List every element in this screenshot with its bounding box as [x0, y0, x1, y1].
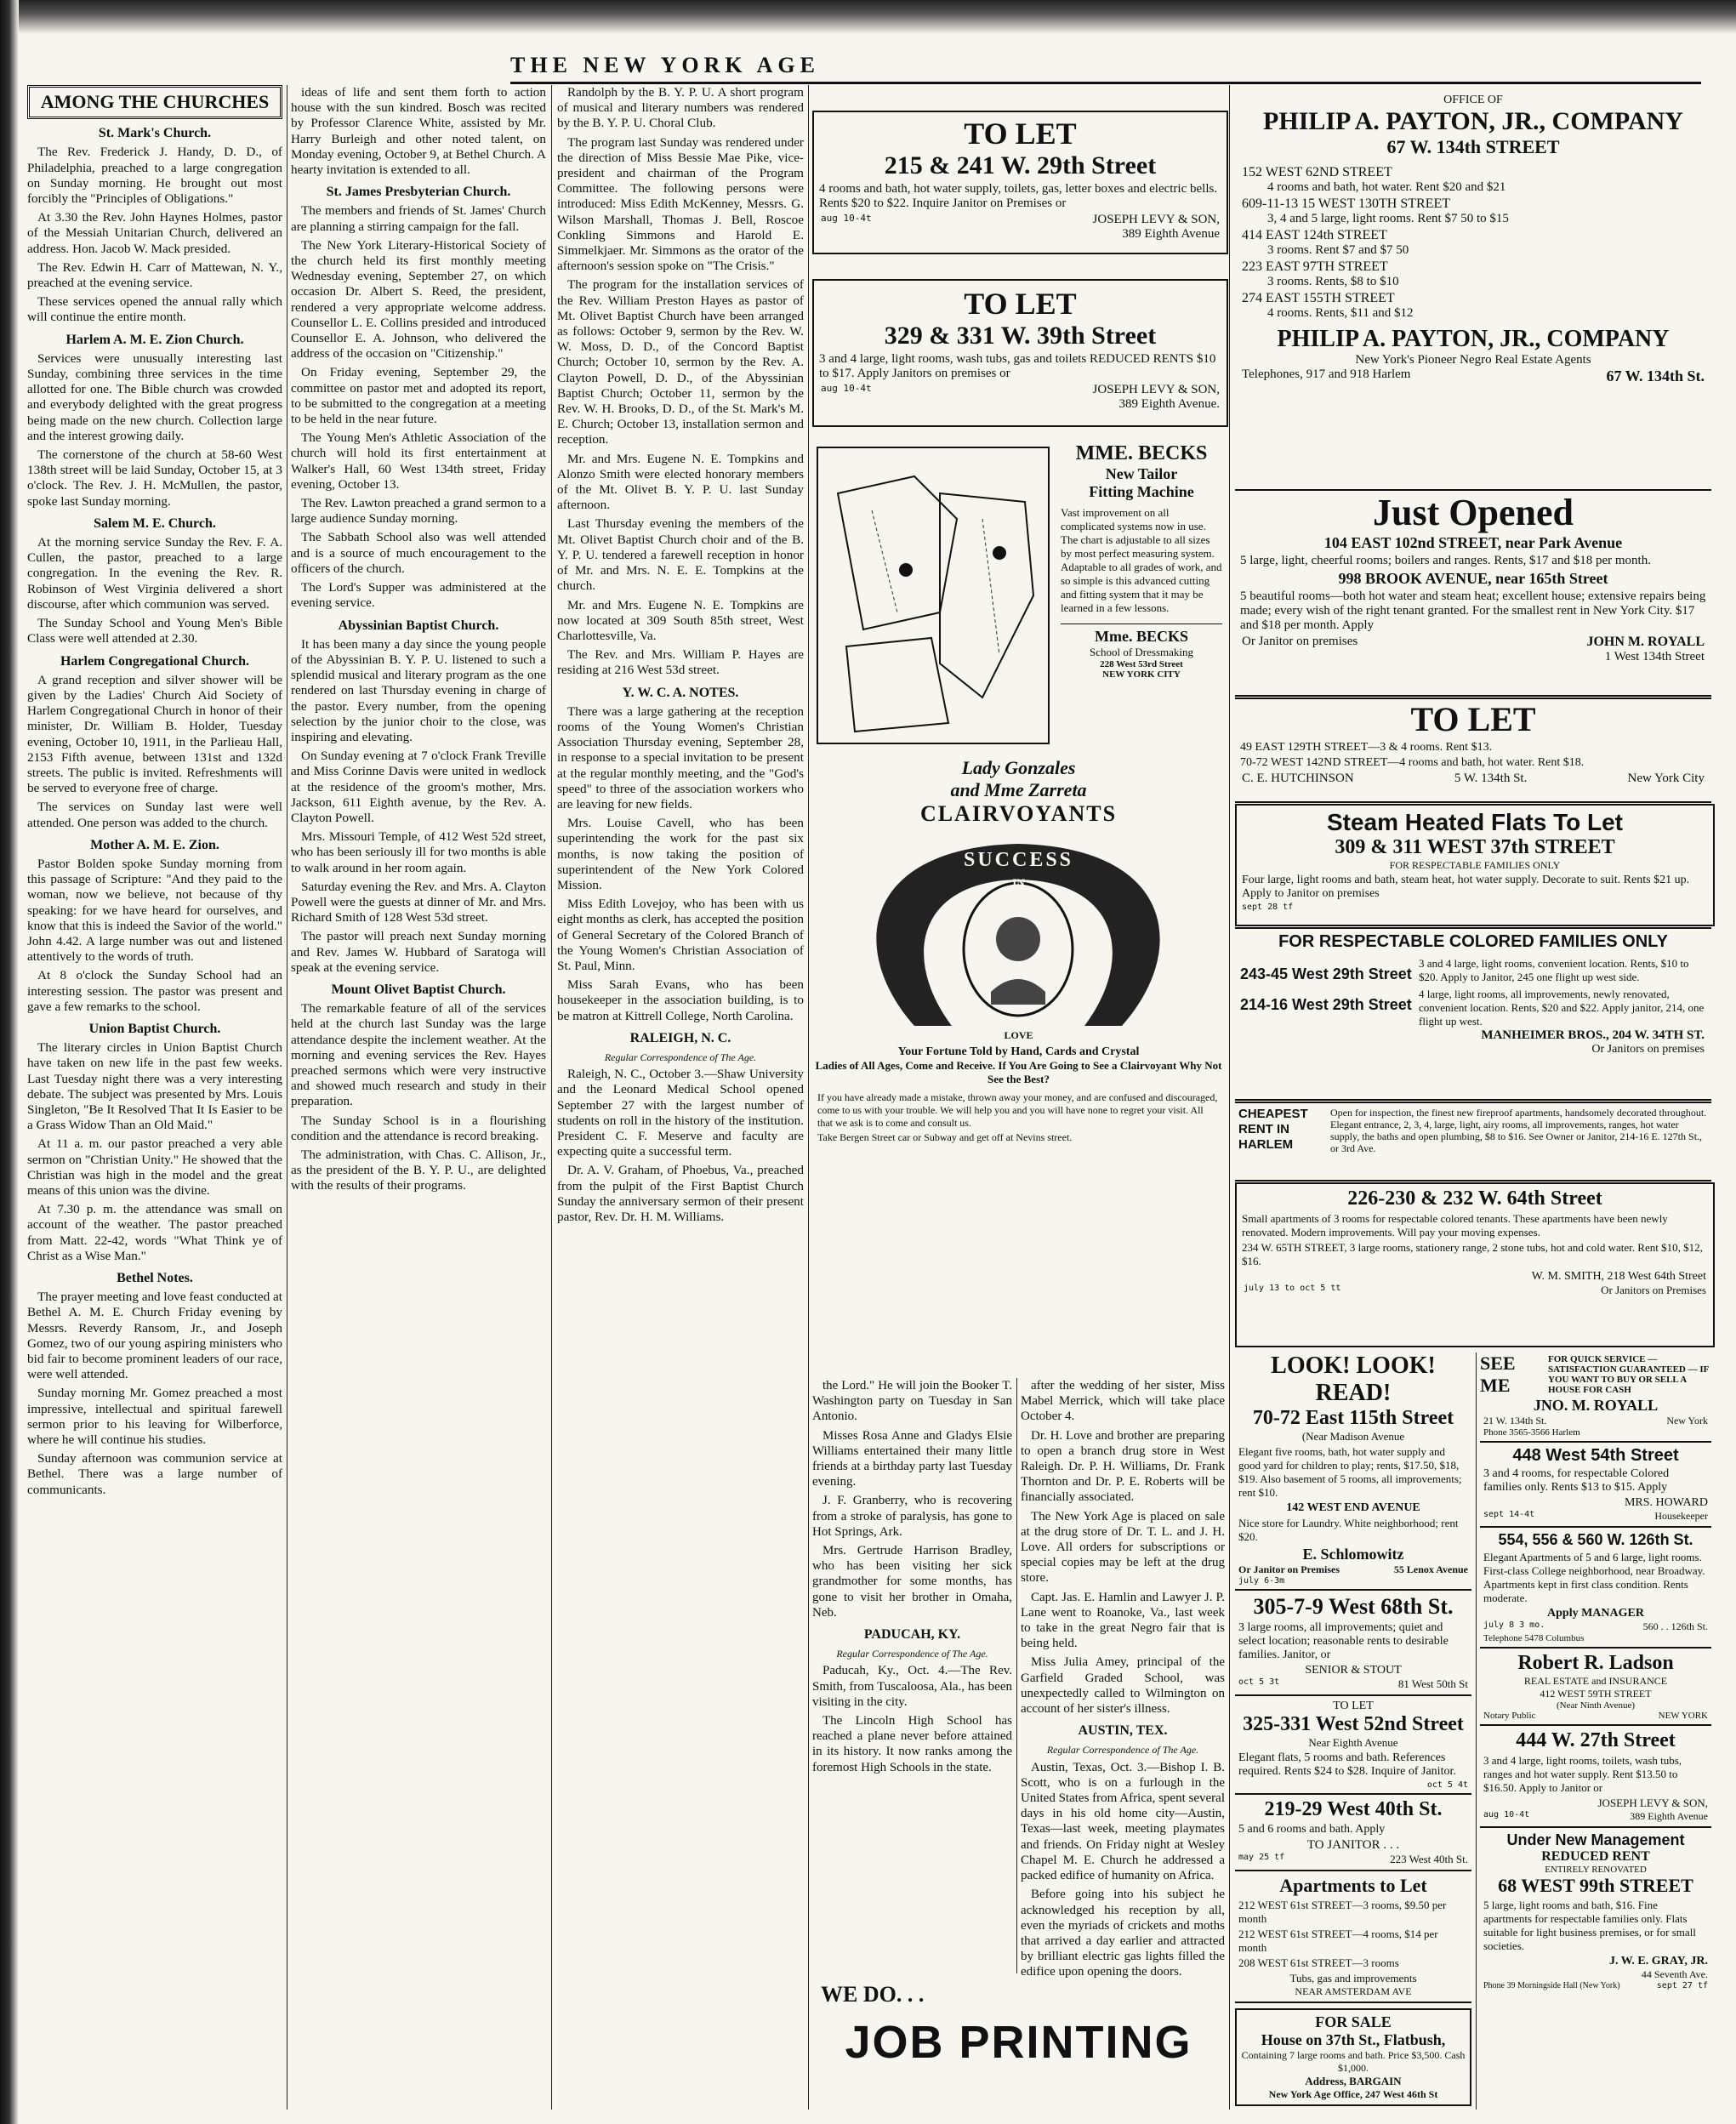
ad-code: sept 27 tf: [1656, 1981, 1708, 1990]
payton-listing: [1242, 259, 1705, 289]
column-rule: [1016, 1378, 1017, 1973]
ad-address: 67 W. 134th St.: [1606, 367, 1705, 384]
ad-body: Containing 7 large rooms and bath. Price $3,500. Cash $1,000.: [1241, 2049, 1466, 2074]
ad-respectable-families: [1235, 927, 1711, 1101]
ad-body: 3 and 4 large, light rooms, toilets, wash tubs, ranges and hot water supply. Rent $13.50 to $16.50. Apply to Janitor or: [1483, 1754, 1682, 1794]
paragraph: The Lincoln High School has reached a plane never before attained in its history. It now ranks among the foremost High Schools in the state.: [812, 1714, 1012, 1774]
ad-agent-address: 81 West 50th St: [1397, 1677, 1468, 1690]
ad-address: 998 BROOK AVENUE, near 165th Street: [1338, 570, 1608, 587]
paragraph: Raleigh, N. C., October 3.—Shaw University and the Leonard Medical School opened September 27 with the largest number of students on roll in the history of the institution. President C. F. Meserve and faculty are expecting quite a successful term.: [557, 1067, 804, 1159]
paragraph: The pastor will preach next Sunday morning and Rev. James W. Hubbard of Saratoga will speak at the evening service.: [291, 929, 546, 975]
ad-title: 226-230 & 232 W. 64th Street: [1347, 1187, 1602, 1210]
ad-agent: W. M. SMITH, 218 West 64th Street: [1531, 1270, 1706, 1283]
paragraph: On Sunday evening at 7 o'clock Frank Treville and Miss Corinne Davis were united in wedlock at the residence of the groom's mother, Mrs. Jackson, 611 Eighth avenue, by the Rev. A. Clayton Powell.: [291, 749, 546, 825]
article-title: Mother A. M. E. Zion.: [90, 837, 219, 852]
listing-address: 274 EAST 155TH STREET: [1242, 291, 1395, 305]
ad-code: oct 5 4t: [1426, 1780, 1468, 1790]
paragraph: Sunday morning Mr. Gomez preached a most impressive, intellectual and spiritual farewell sermon prior to his leaving for Wilberforce, where he will continue his studies.: [27, 1386, 282, 1448]
payton-listing: [1242, 228, 1705, 258]
ad-title: MME. BECKS: [1075, 442, 1208, 464]
ad-code: sept 28 tf: [1242, 903, 1294, 912]
paragraph: Paducah, Ky., Oct. 4.—The Rev. Smith, from Tuscaloosa, Ala., has been visiting in the city.: [812, 1664, 1012, 1709]
ad-body: 5 large, light rooms and bath, $16. Fine apartments for respectable families only. Flats suitable for light business premises, or for small societies.: [1483, 1899, 1696, 1952]
ad-address: 67 W. 134th STREET: [1386, 136, 1560, 157]
article-title: Abyssinian Baptist Church.: [338, 618, 499, 633]
ad-body: Tubs, gas and improvements: [1289, 1972, 1417, 1984]
ad-clairvoyants: [812, 757, 1225, 1369]
ad-address: 70-72 East 115th Street: [1252, 1407, 1454, 1429]
ad-janitor: Or Janitor on premises: [1242, 635, 1358, 648]
ad-role: REAL ESTATE and INSURANCE: [1523, 1675, 1668, 1687]
ad-phone: Phone 3565-3566 Harlem: [1483, 1427, 1580, 1438]
paragraph: Sunday afternoon was communion service at Bethel. There was a large number of communicants.: [27, 1451, 282, 1497]
section-header: AMONG THE CHURCHES: [27, 85, 282, 119]
ad-code: may 25 tf: [1238, 1853, 1285, 1862]
ad-phone: Phone 39 Morningside Hall (New York): [1483, 1981, 1620, 1990]
ad-address: 142 WEST END AVENUE: [1286, 1501, 1420, 1514]
article-title: PADUCAH, KY.: [863, 1627, 961, 1643]
listing-address: 152 WEST 62ND STREET: [1242, 165, 1392, 179]
ad-agent-address: 5 W. 134th St.: [1454, 772, 1528, 785]
column-news-4: [812, 1378, 1012, 1965]
paragraph: after the wedding of her sister, Miss Mabel Merrick, which will take place October 4.: [1021, 1379, 1225, 1424]
ad-listing: 234 W. 65TH STREET, 3 large rooms, stationery range, 2 stone tubs, hot and cold water. Rent $10, $12, $16.: [1242, 1241, 1703, 1267]
ad-apartments: [1235, 1871, 1471, 2003]
ad-school: School of Dressmaking: [1089, 646, 1194, 658]
ad-agent-address: 1 West 134th Street: [1604, 650, 1705, 663]
paragraph: The program last Sunday was rendered under the direction of Miss Bessie Mae Pike, vice-president and chairman of the Program Committee. The following persons were introduced: Miss Edith McKenney, Messrs. G. Wilson Marshall, Thomas J. Bell, Roscoe Conkling Simmons and Harold E. Simmelkjaer. Mr. Simmons as the orator of the afternoon's session spoke on "The Crisis.": [557, 134, 804, 274]
ad-agent: SENIOR & STOUT: [1305, 1664, 1402, 1677]
ad-w27th: [1480, 1726, 1711, 1828]
ad-address: 21 W. 134th St.: [1483, 1415, 1547, 1426]
ad-body: 3 and 4 large, light rooms, wash tubs, gas and toilets REDUCED RENTS $10 to $17. Apply Janitors on premises or: [819, 352, 1216, 380]
ad-near: NEAR AMSTERDAM AVE: [1295, 1985, 1412, 1997]
ad-agent: Apply MANAGER: [1547, 1607, 1644, 1620]
article-title: Harlem A. M. E. Zion Church.: [65, 332, 244, 347]
scan-edge-top: [0, 0, 1736, 34]
ad-body: 3 and 4 rooms, for respectable Colored families only. Rents $13 to $15. Apply: [1483, 1467, 1670, 1494]
ad-agent: JOSEPH LEVY & SON,: [1597, 1797, 1708, 1809]
paragraph: Randolph by the B. Y. P. U. A short program of musical and literary numbers was rendered by the B. Y. P. U. Choral Club.: [557, 85, 804, 131]
paragraph: The New York Literary-Historical Society of the church held its first monthly meeting Wednesday evening, September 27, on which occasion Dr. Albert S. Reed, the president, rendered a very appropriate welcome address. Counsellor L. E. Collins presided and introduced Counsellor E. A. Johnson, who delivered the address of the occasion on "Citizenship.": [291, 237, 546, 362]
listing-address: 223 EAST 97TH STREET: [1242, 259, 1388, 274]
ad-role: Housekeeper: [1654, 1510, 1708, 1522]
ad-title: CLAIRVOYANTS: [919, 801, 1118, 826]
ad-code: july 13 to oct 5 tt: [1244, 1284, 1341, 1293]
ads-lower-left: [1235, 1352, 1471, 2110]
ad-city: NEW YORK CITY: [1102, 669, 1181, 680]
horseshoe-love-text: LOVE: [1004, 1029, 1033, 1041]
ad-body: Elegant Apartments of 5 and 6 large, light rooms. First-class College neighborhood, near Broadway. Apartments kept in first class condition. Rents moderate.: [1483, 1551, 1705, 1604]
ad-title: TO LET: [1410, 700, 1536, 738]
ad-janitor: Or Janitor on Premises: [1238, 1563, 1340, 1575]
paragraph: The services on Sunday last were well attended. One person was added to the church.: [27, 800, 282, 830]
paragraph: Services were unusually interesting last Sunday, combining three services in the time allotted for one. The Bible church was crowded and everybody delighted with the great progress being made on the new church. Collection large and the interest growing daily.: [27, 350, 282, 443]
article-title: AUSTIN, TEX.: [1078, 1723, 1168, 1739]
horseshoe-in-text: IN: [1012, 876, 1025, 889]
paragraph: There was a large gathering at the reception rooms of the Young Women's Christian Association Thursday evening, September 28, in response to a special invitation to be present at the regular monthly meeting, and the "God's speed" to three of the association workers who are leaving for new fields.: [557, 703, 804, 811]
ad-listing: 212 WEST 61st STREET—3 rooms, $9.50 per month: [1238, 1899, 1447, 1925]
ad-address: 329 & 331 W. 39th Street: [884, 322, 1157, 350]
ad-agent: TO JANITOR . . .: [1306, 1838, 1400, 1852]
ad-see-me: [1480, 1352, 1711, 1443]
ad-title: SEE ME: [1480, 1352, 1516, 1396]
ad-listing: 208 WEST 61st STREET—3 rooms: [1238, 1956, 1399, 1969]
ad-subtitle: FOR RESPECTABLE FAMILIES ONLY: [1389, 859, 1561, 871]
listing-address: 609-11-13 15 WEST 130TH STREET: [1242, 196, 1451, 211]
ad-title: and Mme Zarreta: [950, 779, 1087, 800]
paragraph: The Sunday School is in a flourishing condition and the attendance is record breaking.: [291, 1113, 546, 1143]
ad-subtitle: New Tailor: [1105, 465, 1178, 482]
ad-agent-address: 389 Eighth Avenue: [1122, 227, 1220, 241]
paragraph: At 8 o'clock the Sunday School had an interesting session. The pastor was present and gave a few remarks to the school.: [27, 968, 282, 1014]
ad-address: Take Bergen Street car or Subway and get off at Nevins street.: [817, 1131, 1073, 1143]
paragraph: At 3.30 the Rev. John Haynes Holmes, pastor of the Messiah Unitarian Church, delivered an address. Hon. Jacob W. Mack presided.: [27, 210, 282, 256]
ad-phone: Telephone 5478 Columbus: [1483, 1633, 1585, 1643]
ad-agent: J. W. E. GRAY, JR.: [1608, 1955, 1708, 1967]
ad-label: TO LET: [1333, 1700, 1374, 1712]
article-title: Y. W. C. A. NOTES.: [622, 685, 739, 700]
ad-listing: 70-72 WEST 142ND STREET—4 rooms and bath, hot water. Rent $18.: [1240, 756, 1585, 769]
ad-steam-heated: [1235, 804, 1715, 926]
ad-w64th: [1235, 1182, 1715, 1347]
ad-w68th: [1235, 1591, 1471, 1696]
listing-address: 414 EAST 124th STREET: [1242, 228, 1387, 242]
article-title: St. James Presbyterian Church.: [326, 185, 511, 200]
ad-title: LOOK! LOOK! READ!: [1271, 1352, 1436, 1406]
paragraph: The Sabbath School also was well attended and is a source of much encouragement to the officers of the church.: [291, 530, 546, 576]
ad-code: aug 10-4t: [821, 213, 872, 224]
ad-body: Small apartments of 3 rooms for respectable colored tenants. These apartments have been newly renovated. Modern improvements. Will pay your moving expenses.: [1242, 1212, 1668, 1239]
paragraph: The remarkable feature of all of the services held at the church last Sunday was the large attendance despite the inclement weather. At the morning and evening services the Rev. Hayes preached sermons which were very instructive and showed much research and study in their preparation.: [291, 1001, 546, 1109]
article-title: RALEIGH, N. C.: [629, 1030, 731, 1045]
ad-title: 444 W. 27th Street: [1516, 1729, 1676, 1751]
paragraph: Dr. A. V. Graham, of Phoebus, Va., preached from the pulpit of the First Baptist Church Sunday the anniversary sermon of their present pastor, Rev. Dr. H. M. Williams.: [557, 1163, 804, 1225]
column-rule: [808, 85, 809, 2110]
paragraph: Miss Sarah Evans, who has been housekeeper in the association building, is to be matron at Kittrell College, North Carolina.: [557, 977, 804, 1023]
ad-to-let-29th: [812, 111, 1228, 254]
ad-w126th: [1480, 1528, 1711, 1649]
ad-body: 4 large, light rooms, all improvements, newly renovated, convenient location. Rents, $20 and $22. Apply janitor, 214, one flight up west.: [1419, 988, 1705, 1028]
paragraph: Miss Julia Amey, principal of the Garfield Graded School, was unexpectedly called to Wilmington on account of her sister's illness.: [1021, 1655, 1225, 1717]
ad-payton: [1235, 94, 1711, 481]
paragraph: Mrs. Gertrude Harrison Bradley, who has been visiting her sick grandmother for some months, has gone to visit her brother in Omaha, Neb.: [812, 1544, 1012, 1620]
column-news-3: [557, 85, 804, 2110]
ad-code: oct 5 3t: [1238, 1677, 1280, 1687]
ad-body: Open for inspection, the finest new fireproof apartments, handsomely decorated throughout. Elegant entrance, 2, 3, 4, large, light, airy rooms, all improvements, ranges, hot water supply, the baths and open plumbing, $8 to $16. See Owner or Janitor, 214-16 E. 127th St., or 3rd Ave.: [1330, 1107, 1707, 1154]
ad-mme-becks: [812, 442, 1225, 749]
ad-subtitle: FOR QUICK SERVICE — SATISFACTION GUARANTEED — IF YOU WANT TO BUY OR SELL A HOUSE FOR CASH: [1548, 1354, 1709, 1395]
ad-address: 215 & 241 W. 29th Street: [884, 151, 1157, 179]
payton-listing: [1242, 165, 1705, 195]
column-churches-1: [27, 85, 282, 2110]
ad-address: 228 West 53rd Street: [1100, 659, 1183, 669]
paragraph: The Rev. Frederick J. Handy, D. D., of Philadelphia, preached to a large congregation on Sunday morning. He brought out most forcibly the "Principles of Obligations.": [27, 145, 282, 207]
ad-lead: WE DO. . .: [821, 1982, 925, 2007]
paragraph: Pastor Bolden spoke Sunday morning from this passage of Scripture: "And they paid to the woman, now we believe, not because of thy speaking: for we have heard for ourselves, and know that this is indeed the Savior of the world." John 4.42. A large number was out and listened attentively to the words of truth.: [27, 856, 282, 965]
paragraph: The New York Age is placed on sale at the drug store of Dr. T. L. and J. H. Love. All orders for subscriptions or special copies may be left at the drug store.: [1021, 1509, 1225, 1586]
article-title: Bethel Notes.: [117, 1271, 193, 1286]
ad-agent: C. E. HUTCHINSON: [1242, 772, 1354, 785]
ad-body: 5 beautiful rooms—both hot water and steam heat; excellent house; extensive repairs being made; every wish of the right tenant granted. For the smallest rent in New York City. $17 and $18 per month. Apply: [1240, 589, 1706, 632]
ad-address: 412 WEST 59TH STREET: [1540, 1688, 1652, 1700]
ad-title: CHEAPEST RENT IN HARLEM: [1238, 1107, 1308, 1152]
ad-body: Vast improvement on all complicated systems now in use. The chart is adjustable to all sizes by most perfect measuring system. Adaptable to all grades of work, and so simple is this advanced cutting and fitting system that it may be learned in a few lessons.: [1061, 506, 1222, 614]
ad-body: Nice store for Laundry. White neighborhood; rent $20.: [1238, 1517, 1459, 1543]
ad-city: New York City: [1627, 772, 1705, 785]
ad-to-let-39th: [812, 279, 1228, 427]
ad-contact: Address, BARGAIN: [1305, 2075, 1402, 2087]
ad-body: If you have already made a mistake, thrown away your money, and are confused and discouraged, come to us with your trouble. We will help you and you will have none to regret your visit. All that we ask is to come and consult us.: [817, 1091, 1218, 1129]
payton-listing: [1242, 291, 1705, 321]
ad-subtitle: Fitting Machine: [1089, 483, 1194, 500]
paragraph: At 7.30 p. m. the attendance was small on account of the weather. The pastor preached from Matt. 22-42, words "What Think ye of Christ as a Wise Man.": [27, 1202, 282, 1263]
ad-body: Four large, light rooms and bath, steam heat, hot water supply. Decorate to suit. Rents $21 up. Apply to Janitor on premises: [1242, 874, 1690, 900]
paragraph: Mrs. Louise Cavell, who has been superintending the work for the past six months, is now taking the position of superintendent of the New York Colored Mission.: [557, 816, 804, 892]
article-title: Union Baptist Church.: [88, 1021, 221, 1036]
article-title: Salem M. E. Church.: [94, 515, 216, 531]
ad-title: FOR RESPECTABLE COLORED FAMILIES ONLY: [1278, 932, 1668, 951]
ad-title: Lady Gonzales: [961, 757, 1076, 778]
paragraph: It has been many a day since the young people of the Abyssinian B. Y. P. U. listened to such a splendid musical and literary program as the one rendered on last Thursday evening in charge of the pastor. Every number, from the opening selection by the junior choir to the close, was inspiring and elevating.: [291, 636, 546, 744]
ad-agent: MRS. HOWARD: [1624, 1496, 1708, 1509]
article-title: St. Mark's Church.: [98, 126, 212, 141]
paragraph: J. F. Granberry, who is recovering from a stroke of paralysis, has gone to Hot Springs, Ark.: [812, 1494, 1012, 1539]
ad-rent: 560 . . 126th St.: [1642, 1620, 1708, 1632]
ad-agent: MANHEIMER BROS., 204 W. 34TH ST.: [1481, 1028, 1705, 1042]
article-title: Harlem Congregational Church.: [60, 653, 250, 669]
paragraph: Austin, Texas, Oct. 3.—Bishop I. B. Scott, who is on a furlough in the United States from Africa, spent several days in his old home city—Austin, Texas—last week, meeting playmates and friends. On Friday night at Wesley Chapel M. E. Church he addressed a packed edifice of humanity on Africa.: [1021, 1760, 1225, 1883]
paragraph: The members and friends of St. James' Church are planning a stirring campaign for the fall.: [291, 203, 546, 234]
paragraph: Miss Edith Lovejoy, who has been with us eight months as clerk, has accepted the position of General Secretary of the Colored Branch of the Young Women's Christian Association of St. Paul, Minn.: [557, 897, 804, 973]
listing-detail: 4 rooms. Rents, $11 and $12: [1267, 306, 1414, 320]
payton-listings: [1235, 165, 1711, 321]
ad-tagline: New York's Pioneer Negro Real Estate Agents: [1355, 353, 1591, 367]
ad-title: JOB PRINTING: [845, 2017, 1192, 2068]
ad-tagline: Your Fortune Told by Hand, Cards and Crystal: [897, 1045, 1140, 1058]
ad-name: Mme. BECKS: [1095, 628, 1188, 645]
ad-title: 219-29 West 40th St.: [1264, 1798, 1443, 1820]
ad-job-printing: [812, 1982, 1225, 2110]
ad-city: NEW YORK: [1658, 1711, 1708, 1721]
paragraph: The Young Men's Athletic Association of the church will hold its first entertainment at Walker's Hall, 60 West 134th street, Friday evening, October 13.: [291, 430, 546, 492]
ad-code: aug 10-4t: [821, 383, 872, 394]
ad-title: PHILIP A. PAYTON, JR., COMPANY: [1263, 107, 1683, 135]
ad-body: Elegant flats, 5 rooms and bath. References required. Rents $24 to $28. Inquire of Janitor.: [1238, 1751, 1456, 1778]
ad-just-opened: [1235, 489, 1711, 697]
ad-agent-address: 389 Eighth Avenue.: [1118, 397, 1220, 411]
ad-address: 104 EAST 102nd STREET, near Park Avenue: [1323, 534, 1623, 551]
ad-agent: JOHN M. ROYALL: [1586, 635, 1705, 649]
paragraph: At 11 a. m. our pastor preached a very able sermon on "Christian Unity." He showed that the Christian was high in the model and the great means of this union was the divine.: [27, 1136, 282, 1198]
ad-cheapest-rent: [1235, 1102, 1711, 1182]
ad-w54th: [1480, 1443, 1711, 1528]
paragraph: At the morning service Sunday the Rev. F. A. Cullen, the pastor, preached to a large congregation. In the evening the Rev. R. Robinson of West Virginia delivered a short discourse, after which communion was served.: [27, 535, 282, 612]
paragraph: The Rev. and Mrs. William P. Hayes are residing at 216 West 53d street.: [557, 647, 804, 678]
paragraph: The Lord's Supper was administered at the evening service.: [291, 580, 546, 611]
payton-listing: [1242, 196, 1705, 226]
paragraph: The Sunday School and Young Men's Bible Class were well attended at 2.30.: [27, 616, 282, 646]
correspondence-line: Regular Correspondence of The Age.: [1046, 1744, 1199, 1757]
column-rule: [1476, 1352, 1477, 2110]
paragraph: the Lord." He will join the Booker T. Washington party on Tuesday in San Antonio.: [812, 1379, 1012, 1424]
ad-agent-address: 55 Lenox Avenue: [1393, 1563, 1468, 1575]
ad-title: Robert R. Ladson: [1517, 1652, 1674, 1674]
ad-w40th: [1235, 1795, 1471, 1871]
ad-agent-address: 44 Seventh Ave.: [1641, 1968, 1708, 1980]
paragraph: A grand reception and silver shower will be given by the Ladies' Church Aid Society of Harlem Congregational Church in honor of their minister, Dr. William B. Holder, Tuesday evening, October 10, 1911, in the Parlieau Hall, 2153 Fifth avenue, between 131st and 132d streets. The public is invited. Refreshments will be served to everyone free of charge.: [27, 672, 282, 796]
ads-lower-right: [1480, 1352, 1711, 2110]
paragraph: The prayer meeting and love feast conducted at Bethel A. M. E. Church Friday evening by Messrs. Reverdy Ransom, Jr., and Joseph Gomez, two of our young aspiring ministers who bid fair to become prominent leaders of our race, were well attended.: [27, 1290, 283, 1382]
listing-detail: 3, 4 and 5 large, light rooms. Rent $7 50 to $15: [1267, 212, 1509, 225]
ad-body: 4 rooms and bath, hot water supply, toilets, gas, letter boxes and electric bells. Rents $20 to $22. Inquire Janitor on Premises or: [819, 182, 1218, 210]
column-news-5: [1021, 1378, 1225, 1979]
ad-address: 243-45 West 29th Street: [1240, 965, 1412, 982]
ad-hutchinson: [1235, 698, 1711, 803]
ad-listing: 49 EAST 129TH STREET—3 & 4 rooms. Rent $13.: [1240, 741, 1493, 754]
ad-title: FOR SALE: [1315, 2013, 1392, 2030]
ad-body: Elegant five rooms, bath, hot water supply and good yard for children to play; rents, $17.50, $18, $19. Also basement of 5 rooms, all improvements; rent $10.: [1238, 1445, 1462, 1499]
ad-look-look: [1235, 1352, 1471, 1591]
ad-agent: New York Age Office, 247 West 46th St: [1268, 2088, 1438, 2100]
ad-title: Apartments to Let: [1279, 1875, 1427, 1896]
ad-agent-address: 389 Eighth Avenue: [1630, 1810, 1708, 1822]
ad-agent-address: 223 West 40th St.: [1390, 1853, 1468, 1865]
ad-body: 5 large, light, cheerful rooms; boilers and ranges. Rents, $17 and $18 per month.: [1240, 554, 1651, 567]
column-rule: [551, 85, 552, 2110]
ad-janitor: Or Janitors on Premises: [1601, 1284, 1706, 1296]
listing-detail: 3 rooms. Rents, $8 to $10: [1267, 275, 1399, 288]
ad-title: Just Opened: [1373, 492, 1574, 533]
ad-body: 3 large rooms, all improvements; quiet and select location; reasonable rents to desirable families. Janitor, or: [1238, 1621, 1449, 1661]
paragraph: The Rev. Lawton preached a grand sermon to a large audience Sunday morning.: [291, 496, 546, 527]
paragraph: Saturday evening the Rev. and Mrs. A. Clayton Powell were the guests at dinner of Mr. and Mrs. Richard Smith of 128 West 53d street.: [291, 879, 546, 925]
ad-body: 5 and 6 rooms and bath. Apply: [1238, 1823, 1386, 1836]
ad-agent: E. Schlomowitz: [1302, 1546, 1404, 1563]
ad-agent: JOSEPH LEVY & SON,: [1092, 213, 1220, 226]
ad-near: (Near Madison Avenue: [1301, 1430, 1405, 1443]
ad-for-sale: [1235, 2008, 1471, 2106]
ad-office-label: OFFICE OF: [1443, 94, 1503, 106]
ad-near: Near Eighth Avenue: [1308, 1736, 1398, 1749]
ad-listing: 212 WEST 61st STREET—4 rooms, $14 per month: [1238, 1928, 1438, 1954]
ad-title: 554, 556 & 560 W. 126th St.: [1498, 1531, 1693, 1548]
ad-janitor: Or Janitors on premises: [1591, 1043, 1705, 1056]
paragraph: Before going into his subject he acknowledged his reception by all, even the myriads of crickets and moths that arrived a day earlier and attracted by brilliant electric gas lights filled the edifice upon opening the doors.: [1021, 1888, 1225, 1979]
horseshoe-success-text: SUCCESS: [963, 849, 1074, 871]
ad-title: Under New Management: [1506, 1831, 1685, 1848]
paragraph: The administration, with Chas. C. Allison, Jr., as the president of the B. Y. P. U., are delighted with the results of their programs.: [291, 1147, 546, 1193]
paragraph: Dr. H. Love and brother are preparing to open a branch drug store in West Raleigh. Dr. P. H. Williams, Dr. Frank Thornton and Dr. P. E. Roberts will be financially associated.: [1021, 1428, 1225, 1505]
ad-address: 309 & 311 WEST 37th STREET: [1335, 836, 1615, 858]
ad-subtitle: ENTIRELY RENOVATED: [1545, 1865, 1647, 1875]
ad-tagline: Ladies of All Ages, Come and Receive. If You Are Going to See a Clairvoyant Why Not See the Best?: [815, 1059, 1222, 1085]
ad-notary: Notary Public: [1483, 1711, 1536, 1721]
ad-phone: Telephones, 917 and 918 Harlem: [1242, 367, 1411, 381]
paragraph: The program for the installation services of the Rev. William Preston Hayes as pastor of Mt. Olivet Baptist Church have been arranged as follows: October 9, sermon by the Rev. W. W. Moss, D. D., of the Concord Baptist Church; October 10, sermon by the Rev. A. Clayton Powell, D. D., of the Abyssinian Baptist Church; October 11, sermon by the Rev. W. H. Brooks, D. D., of the St. Mark's M. E. Church; October 13, installation sermon and reception.: [557, 277, 804, 447]
ad-title: Steam Heated Flats To Let: [1326, 809, 1623, 835]
ad-agent: JNO. M. ROYALL: [1533, 1397, 1659, 1414]
ad-title: TO LET: [964, 117, 1077, 151]
correspondence-line: Regular Correspondence of The Age.: [836, 1648, 988, 1660]
article-title: Mount Olivet Baptist Church.: [331, 982, 506, 997]
paragraph: Capt. Jas. E. Hamlin and Lawyer J. P. Lane went to Roanoke, Va., last week to take in the great Negro fair that is being held.: [1021, 1590, 1225, 1651]
paragraph: Mrs. Missouri Temple, of 412 West 52d street, who has been seriously ill for two months is able to walk around in her room again.: [291, 829, 546, 875]
paragraph: The Rev. Edwin H. Carr of Mattewan, N. Y., preached at the evening service.: [27, 259, 282, 291]
paragraph: ideas of life and sent them forth to action house with the sun kindred. Bosch was recited by Professor Clarence White, assisted by Mr. Harry Burleigh and other noted talent, on Monday evening, October 9, at Bethel Church. A hearty invitation is extended to all.: [291, 85, 546, 178]
masthead: THE NEW YORK AGE: [510, 53, 1701, 84]
paragraph: Last Thursday evening the members of the Mt. Olivet Baptist Church choir and of the B. Y. P. U. tendered a farewell reception in honor of Mr. and Mrs. N. E. E. Tompkins at the church.: [557, 516, 804, 594]
ad-code: aug 10-4t: [1483, 1810, 1530, 1819]
ad-code: sept 14-4t: [1483, 1510, 1535, 1519]
column-rule: [1229, 85, 1230, 2110]
ad-title: TO LET: [964, 287, 1077, 321]
ad-title: 305-7-9 West 68th St.: [1253, 1594, 1454, 1619]
ad-address: 68 WEST 99th STREET: [1498, 1875, 1693, 1896]
ad-subtitle: REDUCED RENT: [1541, 1849, 1650, 1864]
paragraph: The literary circles in Union Baptist Church have taken on new life in the past few weeks. Last Tuesday night there was a very interesting debate. The subject was presented by Mrs. Louis Singleton, "Be It Resolved That It Is Easier to be a Grass Widow Than an Old Maid.": [27, 1040, 282, 1133]
ad-address: 214-16 West 29th Street: [1240, 996, 1412, 1013]
paragraph: Misses Rosa Anne and Gladys Elsie Williams entertained their many little friends at a birthday party last Tuesday evening.: [812, 1428, 1012, 1489]
ad-title: PHILIP A. PAYTON, JR., COMPANY: [1277, 326, 1670, 352]
ad-city: New York: [1666, 1415, 1708, 1426]
ad-title: 448 West 54th Street: [1512, 1446, 1679, 1465]
paragraph: The cornerstone of the church at 58-60 West 138th street will be laid Sunday, October 15, at 3 o'clock. The Rev. J. H. McMullen, the pastor, spoke last Sunday morning.: [27, 447, 282, 509]
ad-agent: JOSEPH LEVY & SON,: [1092, 383, 1220, 396]
dress-pattern-illustration: [812, 442, 1055, 749]
scan-edge-left: [0, 0, 19, 2124]
paragraph: On Friday evening, September 29, the committee on pastor met and adopted its report, to be submitted to the congregation at a meeting to be held in the near future.: [291, 365, 546, 427]
ad-address: House on 37th St., Flatbush,: [1261, 2031, 1446, 2048]
ad-code: july 6-3m: [1238, 1576, 1285, 1586]
ad-body: 3 and 4 large, light rooms, convenient location. Rents, $10 to $20. Apply to Janitor, 245 one flight up west side.: [1419, 957, 1689, 983]
ad-w99th: [1480, 1828, 1711, 1994]
listing-detail: 3 rooms. Rent $7 and $7 50: [1267, 243, 1409, 257]
ad-ladson: [1480, 1649, 1711, 1726]
paragraph: Mr. and Mrs. Eugene N. E. Tompkins are now located at 309 South 85th street, West Charlottesville, Va.: [557, 597, 804, 643]
paragraph: Mr. and Mrs. Eugene N. E. Tompkins and Alonzo Smith were elected honorary members of the Mt. Olivet B. Y. P. U. last Sunday afternoon.: [557, 451, 804, 513]
column-churches-2: [291, 85, 546, 2110]
ad-w52nd: [1235, 1696, 1471, 1795]
ad-title: 325-331 West 52nd Street: [1243, 1713, 1464, 1735]
ad-code: july 8 3 mo.: [1483, 1620, 1545, 1630]
listing-detail: 4 rooms and bath, hot water. Rent $20 and $21: [1267, 180, 1506, 194]
correspondence-line: Regular Correspondence of The Age.: [604, 1051, 757, 1063]
paragraph: These services opened the annual rally which will continue the entire month.: [27, 294, 282, 325]
ad-near: (Near Ninth Avenue): [1556, 1700, 1636, 1711]
